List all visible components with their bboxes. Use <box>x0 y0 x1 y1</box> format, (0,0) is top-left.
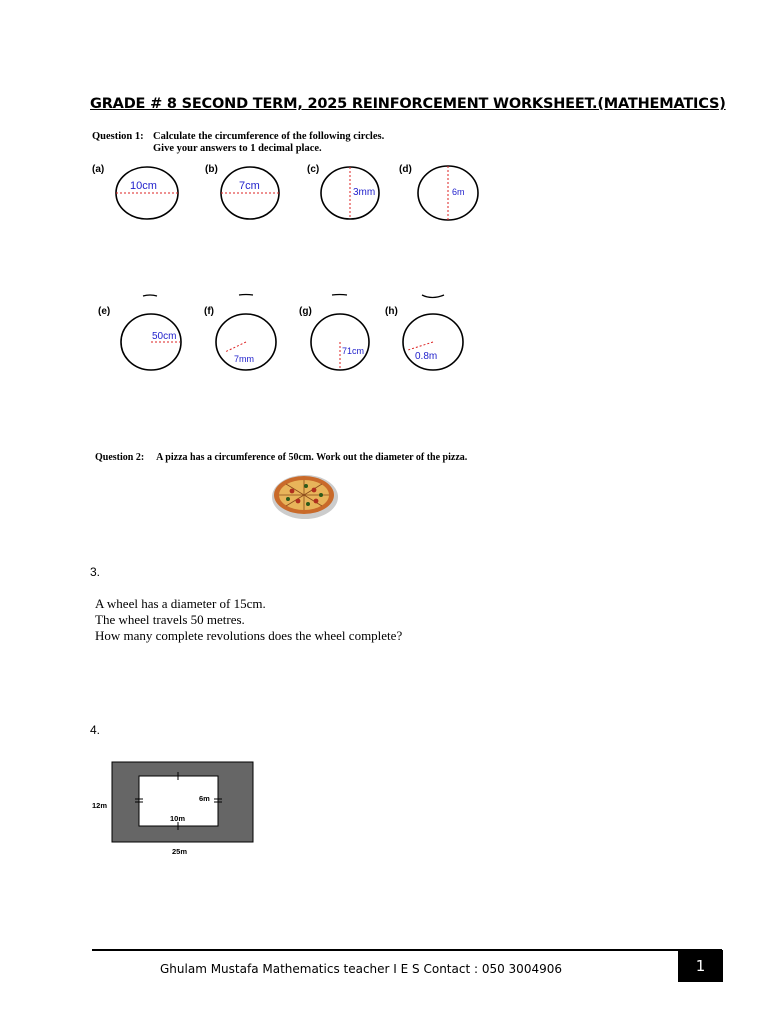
footer-divider <box>92 949 722 951</box>
part-h-label: (h) <box>385 306 398 317</box>
question-2-text: A pizza has a circumference of 50cm. Work out the diameter of the pizza. <box>156 452 468 463</box>
question-1-line-2: Give your answers to 1 decimal place. <box>153 143 322 154</box>
measure-g: 71cm <box>342 346 365 356</box>
question-3-line-1: A wheel has a diameter of 15cm. <box>95 596 266 611</box>
measure-h: 0.8m <box>415 351 438 362</box>
question-1-line-1: Calculate the circumference of the following circles. <box>153 131 385 142</box>
page-number: 1 <box>678 950 723 982</box>
inner-width-label: 10m <box>170 814 186 823</box>
question-1-label: Question 1: <box>92 131 144 142</box>
circles-row-1 <box>88 160 508 230</box>
question-3-line-3: How many complete revolutions does the wheel complete? <box>95 628 403 643</box>
shaded-rectangle-diagram <box>86 758 266 858</box>
part-a-label: (a) <box>92 164 105 175</box>
radius-line-f <box>225 342 246 352</box>
question-1-instructions <box>153 131 384 155</box>
question-3-text <box>95 596 402 644</box>
measure-a: 10cm <box>130 180 157 192</box>
measure-b: 7cm <box>239 180 260 192</box>
question-2-label: Question 2: <box>95 452 145 463</box>
outer-height-label: 12m <box>92 801 108 810</box>
footer-text: Ghulam Mustafa Mathematics teacher I E S Contact : 050 3004906 <box>160 962 562 976</box>
inner-height-label: 6m <box>199 794 210 803</box>
question-2 <box>95 452 467 463</box>
part-c-label: (c) <box>307 164 320 175</box>
pizza-icon <box>270 473 340 521</box>
measure-e: 50cm <box>152 331 177 342</box>
part-e-label: (e) <box>98 306 111 317</box>
part-g-label: (g) <box>299 306 312 317</box>
part-b-label: (b) <box>205 164 218 175</box>
part-d-label: (d) <box>399 164 412 175</box>
radius-line-h <box>408 342 433 350</box>
measure-f: 7mm <box>234 354 254 364</box>
question-4-number: 4. <box>90 723 101 737</box>
measure-d: 6m <box>452 187 465 197</box>
part-f-label: (f) <box>204 306 214 317</box>
worksheet-title: GRADE # 8 SECOND TERM, 2025 REINFORCEMENT WORKSHEET.(MATHEMATICS) <box>90 96 726 112</box>
question-3-line-2: The wheel travels 50 metres. <box>95 612 245 627</box>
outer-width-label: 25m <box>172 847 188 856</box>
question-3-number: 3. <box>90 565 101 579</box>
circles-row-2 <box>88 290 508 380</box>
measure-c: 3mm <box>353 187 376 198</box>
